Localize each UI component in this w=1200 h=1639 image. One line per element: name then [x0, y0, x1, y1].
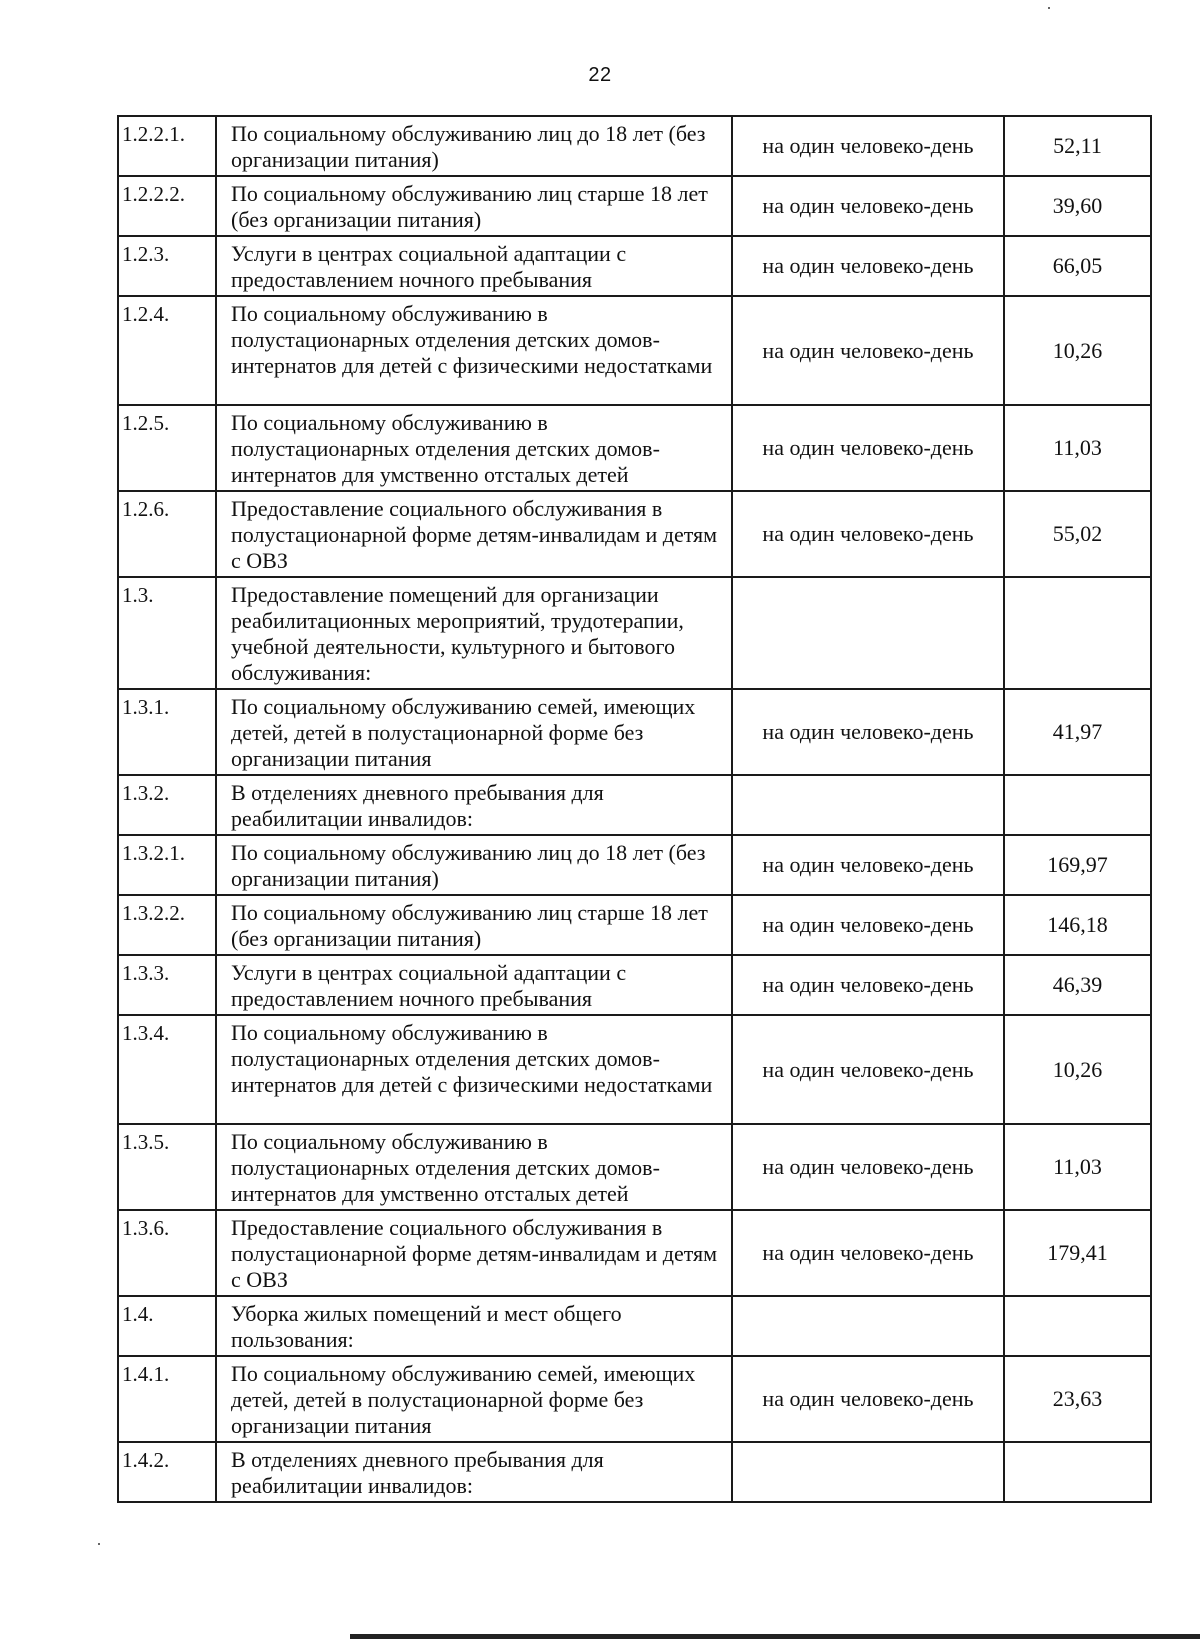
row-description: По социальному обслуживанию семей, имеющих детей, детей в полустационарной форме без организации питания: [216, 1356, 732, 1442]
row-unit: на один человеко-день: [732, 895, 1004, 955]
row-number: 1.2.4.: [118, 296, 216, 405]
row-unit: на один человеко-день: [732, 1124, 1004, 1210]
row-description: Предоставление социального обслуживания в полустационарной форме детям-инвалидам и детям с ОВЗ: [216, 1210, 732, 1296]
row-value: 46,39: [1004, 955, 1151, 1015]
row-unit: на один человеко-день: [732, 955, 1004, 1015]
row-number: 1.3.: [118, 577, 216, 689]
table-row: [118, 1296, 1151, 1356]
row-unit: на один человеко-день: [732, 1356, 1004, 1442]
page-number: 22: [588, 64, 612, 86]
row-description: По социальному обслуживанию лиц старше 18 лет (без организации питания): [216, 176, 732, 236]
row-unit: [732, 1296, 1004, 1356]
row-number: 1.3.3.: [118, 955, 216, 1015]
table-row: [118, 689, 1151, 775]
row-description: Услуги в центрах социальной адаптации с предоставлением ночного пребывания: [216, 236, 732, 296]
scan-speck: [1048, 7, 1050, 9]
row-description: Предоставление социального обслуживания в полустационарной форме детям-инвалидам и детям с ОВЗ: [216, 491, 732, 577]
row-number: 1.3.6.: [118, 1210, 216, 1296]
row-unit: на один человеко-день: [732, 1210, 1004, 1296]
row-description: По социальному обслуживанию в полустационарных отделения детских домов-интернатов для умственно отсталых детей: [216, 1124, 732, 1210]
row-description: В отделениях дневного пребывания для реабилитации инвалидов:: [216, 775, 732, 835]
row-unit: на один человеко-день: [732, 116, 1004, 176]
row-value: [1004, 1296, 1151, 1356]
row-description: По социальному обслуживанию в полустационарных отделения детских домов-интернатов для умственно отсталых детей: [216, 405, 732, 491]
row-value: [1004, 577, 1151, 689]
row-value: 11,03: [1004, 405, 1151, 491]
row-value: 179,41: [1004, 1210, 1151, 1296]
row-number: 1.4.1.: [118, 1356, 216, 1442]
row-unit: на один человеко-день: [732, 1015, 1004, 1124]
row-number: 1.2.5.: [118, 405, 216, 491]
table-row: [118, 405, 1151, 491]
row-description: По социальному обслуживанию лиц до 18 лет (без организации питания): [216, 116, 732, 176]
row-description: Уборка жилых помещений и мест общего пользования:: [216, 1296, 732, 1356]
row-value: 10,26: [1004, 1015, 1151, 1124]
row-number: 1.3.1.: [118, 689, 216, 775]
row-value: 66,05: [1004, 236, 1151, 296]
table-row: [118, 895, 1151, 955]
row-value: 39,60: [1004, 176, 1151, 236]
row-description: По социальному обслуживанию лиц до 18 лет (без организации питания): [216, 835, 732, 895]
row-description: Услуги в центрах социальной адаптации с предоставлением ночного пребывания: [216, 955, 732, 1015]
table-row: [118, 176, 1151, 236]
row-description: По социальному обслуживанию в полустационарных отделения детских домов-интернатов для детей с физическими недостатками: [216, 296, 732, 405]
row-value: 146,18: [1004, 895, 1151, 955]
row-number: 1.3.2.: [118, 775, 216, 835]
row-description: Предоставление помещений для организации реабилитационных мероприятий, трудотерапии, учебной деятельности, культурного и бытового обслуживания:: [216, 577, 732, 689]
row-description: В отделениях дневного пребывания для реабилитации инвалидов:: [216, 1442, 732, 1502]
row-value: 55,02: [1004, 491, 1151, 577]
table-row: [118, 1442, 1151, 1502]
table-row: [118, 236, 1151, 296]
table-row: [118, 577, 1151, 689]
row-number: 1.3.4.: [118, 1015, 216, 1124]
row-number: 1.3.5.: [118, 1124, 216, 1210]
row-number: 1.2.3.: [118, 236, 216, 296]
row-value: 52,11: [1004, 116, 1151, 176]
table-row: [118, 1015, 1151, 1124]
row-description: По социальному обслуживанию семей, имеющих детей, детей в полустационарной форме без организации питания: [216, 689, 732, 775]
row-value: [1004, 775, 1151, 835]
row-description: По социальному обслуживанию лиц старше 18 лет (без организации питания): [216, 895, 732, 955]
row-number: 1.2.6.: [118, 491, 216, 577]
row-unit: [732, 577, 1004, 689]
row-value: 169,97: [1004, 835, 1151, 895]
row-unit: на один человеко-день: [732, 176, 1004, 236]
table-row: [118, 1210, 1151, 1296]
row-value: 11,03: [1004, 1124, 1151, 1210]
tariff-table: [117, 115, 1152, 1503]
scan-speck: [98, 1543, 100, 1545]
row-number: 1.2.2.2.: [118, 176, 216, 236]
row-value: 41,97: [1004, 689, 1151, 775]
row-number: 1.3.2.1.: [118, 835, 216, 895]
row-unit: на один человеко-день: [732, 835, 1004, 895]
table-row: [118, 775, 1151, 835]
scan-edge-line: [350, 1634, 1200, 1639]
table-row: [118, 835, 1151, 895]
row-number: 1.4.: [118, 1296, 216, 1356]
table-row: [118, 116, 1151, 176]
table-row: [118, 491, 1151, 577]
row-number: 1.2.2.1.: [118, 116, 216, 176]
row-number: 1.4.2.: [118, 1442, 216, 1502]
row-unit: на один человеко-день: [732, 491, 1004, 577]
table-row: [118, 1356, 1151, 1442]
row-unit: на один человеко-день: [732, 405, 1004, 491]
table-row: [118, 1124, 1151, 1210]
row-unit: [732, 775, 1004, 835]
table-body: [118, 116, 1151, 1502]
row-value: [1004, 1442, 1151, 1502]
row-number: 1.3.2.2.: [118, 895, 216, 955]
row-unit: на один человеко-день: [732, 689, 1004, 775]
row-value: 10,26: [1004, 296, 1151, 405]
row-value: 23,63: [1004, 1356, 1151, 1442]
row-description: По социальному обслуживанию в полустационарных отделения детских домов-интернатов для детей с физическими недостатками: [216, 1015, 732, 1124]
row-unit: на один человеко-день: [732, 236, 1004, 296]
table-row: [118, 955, 1151, 1015]
row-unit: на один человеко-день: [732, 296, 1004, 405]
table-row: [118, 296, 1151, 405]
row-unit: [732, 1442, 1004, 1502]
